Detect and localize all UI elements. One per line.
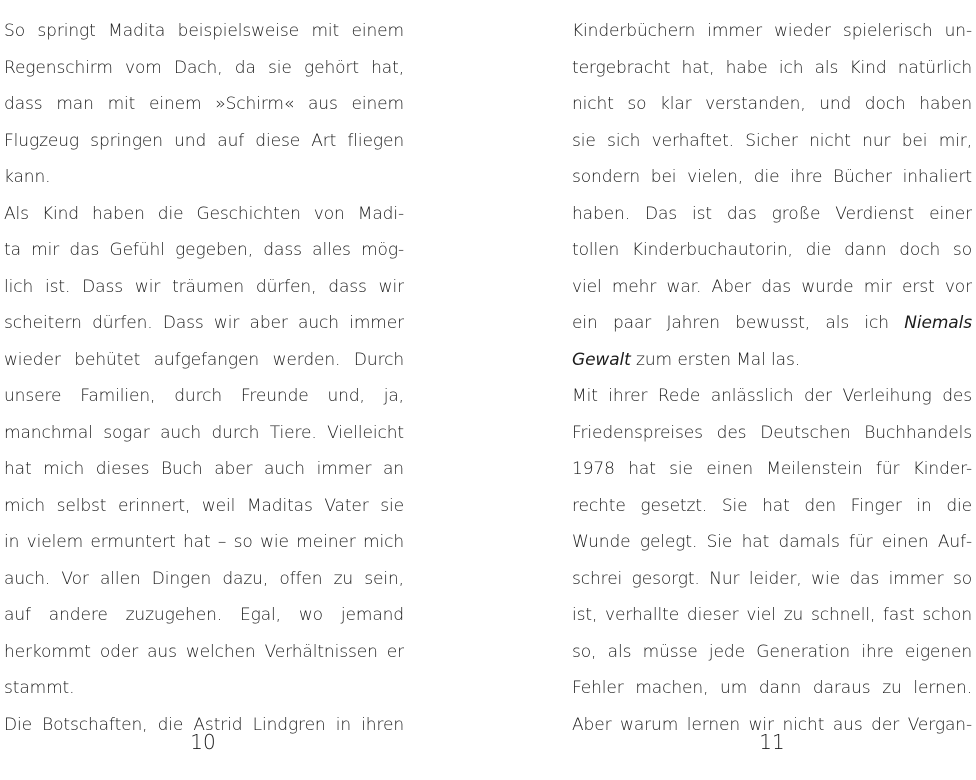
line-text: ta mir das Gefühl gegeben, dass alles mög- <box>4 240 404 260</box>
line-text: Regenschirm vom Dach, da sie gehört hat, <box>4 57 404 78</box>
line-text: Flugzeug springen und auf diese Art fliegen <box>4 130 404 151</box>
right-page-body <box>572 13 972 743</box>
line-text: in vielem ermuntert hat – so wie meiner mich <box>4 532 404 552</box>
text-line <box>4 305 404 342</box>
text-line <box>4 561 404 598</box>
line-text: sondern bei vielen, die ihre Bücher inhaliert <box>572 167 972 187</box>
text-line <box>4 269 404 306</box>
line-text: Friedenspreises des Deutschen Buchhandels <box>572 422 972 443</box>
right-page-number: 11 <box>759 730 785 754</box>
italic-title: Niemals <box>904 313 972 333</box>
line-text: auf andere zuzugehen. Egal, wo jemand <box>4 605 404 625</box>
text-line <box>572 305 972 342</box>
line-text: viel mehr war. Aber das wurde mir erst vor <box>572 276 972 297</box>
text-line <box>572 488 972 525</box>
left-page-body <box>4 13 404 743</box>
line-text: tollen Kinderbuchautorin, die dann doch so <box>572 240 972 260</box>
text-line <box>572 561 972 598</box>
line-text: unsere Familien, durch Freunde und, ja, <box>4 386 404 406</box>
text-line <box>4 232 404 269</box>
text-line <box>4 378 404 415</box>
line-text: Als Kind haben die Geschichten von Madi- <box>4 203 404 224</box>
text-line <box>4 451 404 488</box>
line-text: Wunde gelegt. Sie hat damals für einen Auf- <box>572 532 972 552</box>
text-line <box>4 634 404 671</box>
text-line <box>4 123 404 160</box>
text-line <box>4 13 404 50</box>
text-line <box>572 159 972 196</box>
text-line <box>572 524 972 561</box>
text-line <box>572 597 972 634</box>
text-line <box>572 232 972 269</box>
line-text: schrei gesorgt. Nur leider, wie das immer so <box>572 568 972 589</box>
text-line <box>572 378 972 415</box>
text-line <box>572 123 972 160</box>
text-line <box>572 415 972 452</box>
text-line <box>4 196 404 233</box>
text-line <box>4 342 404 379</box>
text-line <box>4 524 404 561</box>
line-text: dass man mit einem »Schirm« aus einem <box>4 94 404 114</box>
line-text: nicht so klar verstanden, und doch haben <box>572 94 972 114</box>
line-text: stammt. <box>4 678 75 698</box>
line-text: Kinderbüchern immer wieder spielerisch un- <box>572 21 972 41</box>
text-line <box>4 597 404 634</box>
text-line <box>572 670 972 707</box>
line-text: sie sich verhaftet. Sicher nicht nur bei mir, <box>572 130 972 151</box>
line-text: Aber warum lernen wir nicht aus der Vergan- <box>572 714 972 735</box>
text-line <box>4 415 404 452</box>
line-text: haben. Das ist das große Verdienst einer <box>572 203 972 224</box>
text-line <box>4 86 404 123</box>
line-text: mich selbst erinnert, weil Maditas Vater sie <box>4 495 404 516</box>
line-text: Mit ihrer Rede anlässlich der Verleihung des <box>572 386 972 406</box>
line-text: auch. Vor allen Dingen dazu, offen zu sein, <box>4 568 404 589</box>
line-text: herkommt oder aus welchen Verhältnissen er <box>4 641 404 662</box>
text-line <box>4 159 404 196</box>
line-text: zum ersten Mal las. <box>630 349 801 370</box>
text-line <box>4 670 404 707</box>
line-text: So springt Madita beispielsweise mit einem <box>4 21 404 41</box>
line-text: scheitern dürfen. Dass wir aber auch immer <box>4 313 404 333</box>
line-text: manchmal sogar auch durch Tiere. Vielleicht <box>4 422 404 443</box>
text-line <box>4 488 404 525</box>
line-text: hat mich dieses Buch aber auch immer an <box>4 459 404 479</box>
line-text: Fehler machen, um dann daraus zu lernen. <box>572 678 972 698</box>
line-text: ein paar Jahren bewusst, als ich <box>572 313 889 333</box>
text-line <box>4 50 404 87</box>
line-text: ist, verhallte dieser viel zu schnell, fast schon <box>572 605 972 625</box>
line-text: wieder behütet aufgefangen werden. Durch <box>4 349 404 370</box>
text-line <box>572 451 972 488</box>
line-text: Die Botschaften, die Astrid Lindgren in ihren <box>4 714 404 735</box>
line-text: rechte gesetzt. Sie hat den Finger in die <box>572 495 972 516</box>
line-text: lich ist. Dass wir träumen dürfen, dass wir <box>4 276 404 297</box>
text-line <box>572 50 972 87</box>
line-text: kann. <box>4 167 51 187</box>
text-line <box>572 196 972 233</box>
text-line <box>572 269 972 306</box>
text-line <box>572 86 972 123</box>
italic-title: Gewalt <box>572 349 631 370</box>
text-line <box>572 634 972 671</box>
line-text: so, als müsse jede Generation ihre eigenen <box>572 641 972 662</box>
text-line <box>572 13 972 50</box>
line-text: 1978 hat sie einen Meilenstein für Kinder- <box>572 459 972 479</box>
left-page-number: 10 <box>190 730 216 754</box>
line-text: tergebracht hat, habe ich als Kind natürlich <box>572 57 972 78</box>
text-line <box>572 342 972 379</box>
